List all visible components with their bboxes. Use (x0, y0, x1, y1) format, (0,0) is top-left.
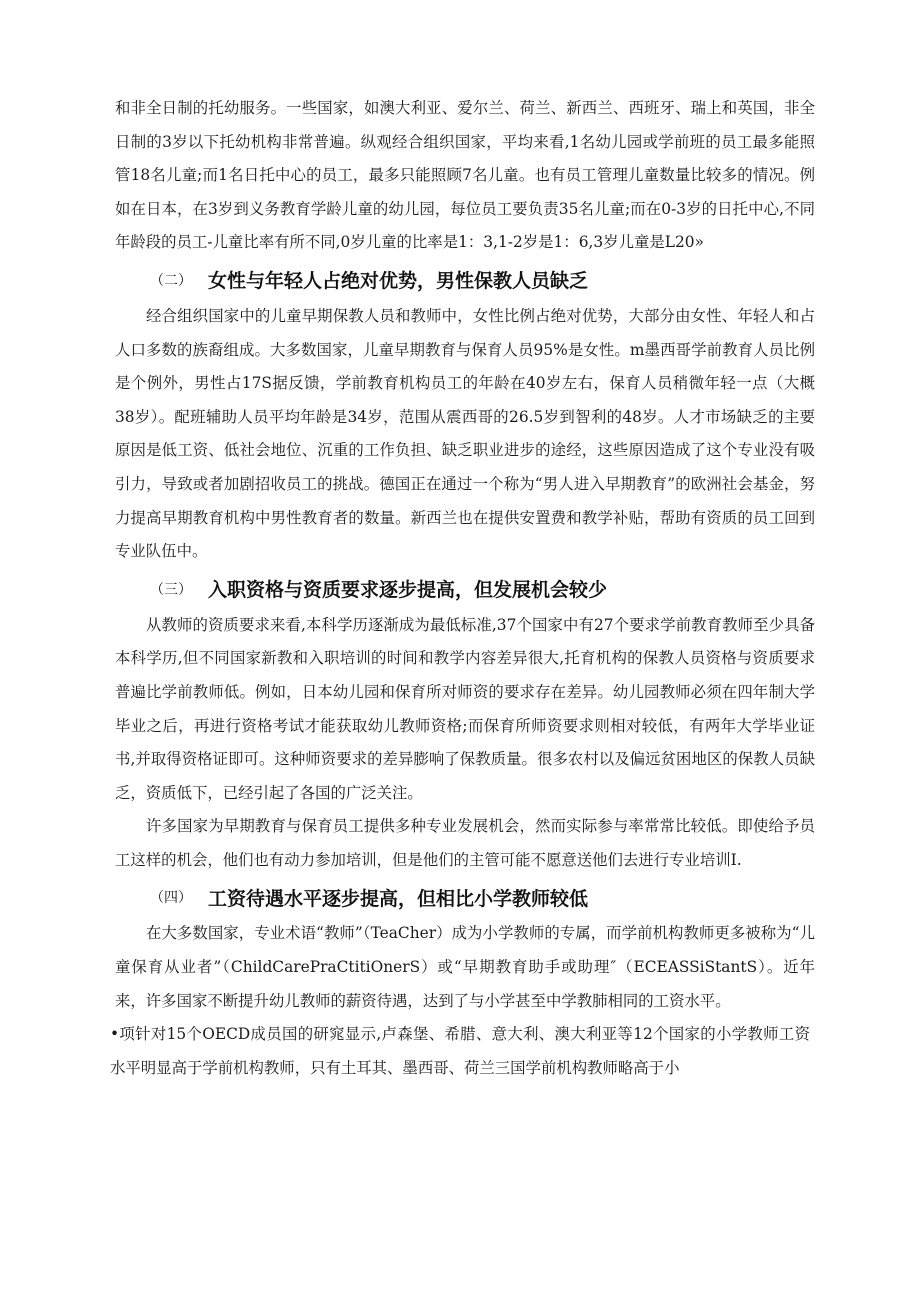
section-title-3: 入职资格与资质要求逐步提高，但发展机会较少 (208, 579, 608, 602)
paragraph-childcare-ratios: 和非全日制的托幼服务。一些国家，如澳大利亚、爱尔兰、荷兰、新西兰、西班牙、瑞上和英国，非全日制的3岁以下托幼机构非常普遍。纵观经合组织国家，平均来看,1名幼儿园或学前班的员工最多能照管18名儿童;而1名日托中心的员工，最多只能照顾7名儿童。也有员工管理儿童数量比较多的情况。例如在日本，在3岁到义务教育学龄儿童的幼儿园，每位员工要负责35名儿童;而在0-3岁的日托中心,不同年龄段的员工-儿童比率有所不同,0岁儿童的比率是1：3,1-2岁是1：6,3岁儿童是L20» (115, 99, 815, 252)
section-heading-2 (150, 260, 830, 300)
section-number-3: （三） (150, 581, 192, 598)
paragraph-professional-development: 许多国家为早期教育与保育员工提供多种专业发展机会，然而实际参与率常常比较低。即使给予员工这样的机会，他们也有动力参加培训，但是他们的主管可能不愿意送他们去进行专业培训I. (115, 817, 815, 869)
paragraph-terminology-salary: 在大多数国家，专业术语“教师”（TeaCher）成为小学教师的专属，而学前机构教师更多被称为“儿童保育从业者”（ChildCarePraCtitiOnerS）或“早期教育助手或助理″（ECEASSiStantS）。近年来，许多国家不断提升幼儿教师的薪资待遇，达到了与小学甚至中学教肺相同的工资水平。 (115, 924, 815, 1010)
paragraph-qualifications: 从教师的资质要求来看,本科学历逐渐成为最低标准,37个国家中有27个要求学前教育教师至少具备本科学历,但不同国家新教和入职培训的时间和教学内容差异很大,托育机构的保教人员资格与资质要求普遍比学前教师低。例如，日本幼儿园和保育所对师资的要求存在差异。幼儿园教师必须在四年制大学毕业之后，再进行资格考试才能获取幼儿教师资格;而保育所师资要求则相对较低，有两年大学毕业证书,并取得资格证即可。这种师资要求的差异膨响了保教质量。很多农村以及偏远贫困地区的保教人员缺乏，资质低下，已经引起了各国的广泛关注。 (115, 615, 815, 802)
section-title-4: 工资待遇水平逐步提高，但相比小学教师较低 (208, 887, 589, 910)
paragraph-gender-age: 经合组织国家中的儿童早期保教人员和教师中，女性比例占绝对优势，大部分由女性、年轻人和占人口多数的族裔组成。大多数国家，儿童早期教育与保育人员95%是女性。m墨西哥学前教育人员比例是个例外，男性占17S据反馈，学前教育机构员工的年龄在40岁左右，保育人员稍微年轻一点（大概38岁）。配班辅助人员平均年龄是34岁，范围从震西哥的26.5岁到智利的48岁。人才市场缺乏的主要原因是低工资、低社会地位、沉重的工作负担、缺乏职业进步的途经，这些原因造成了这个专业没有吸引力，导致或者加剧招收员工的挑战。德国正在通过一个称为“男人进入早期教育”的欧洲社会基金，努力提高早期教育机构中男性教育者的数量。新西兰也在提供安置费和教学补贴，帮助有资质的员工回到专业队伍中。 (115, 306, 815, 561)
section-title-2: 女性与年轻人占绝对优势，男性保教人员缺乏 (208, 270, 589, 293)
section-heading-3 (150, 569, 830, 609)
section-heading-4 (150, 877, 830, 917)
section-number-2: （二） (150, 272, 192, 289)
section-number-4: （四） (150, 890, 192, 907)
paragraph-oecd-study: •项针对15个OECD成员国的研窕显示,卢森堡、希腊、意大利、澳大利亚等12个国家的小学教师工资水平明显高于学前机构教师，只有土耳其、墨西哥、荷兰三国学前机构教师略高于小 (110, 1025, 810, 1077)
